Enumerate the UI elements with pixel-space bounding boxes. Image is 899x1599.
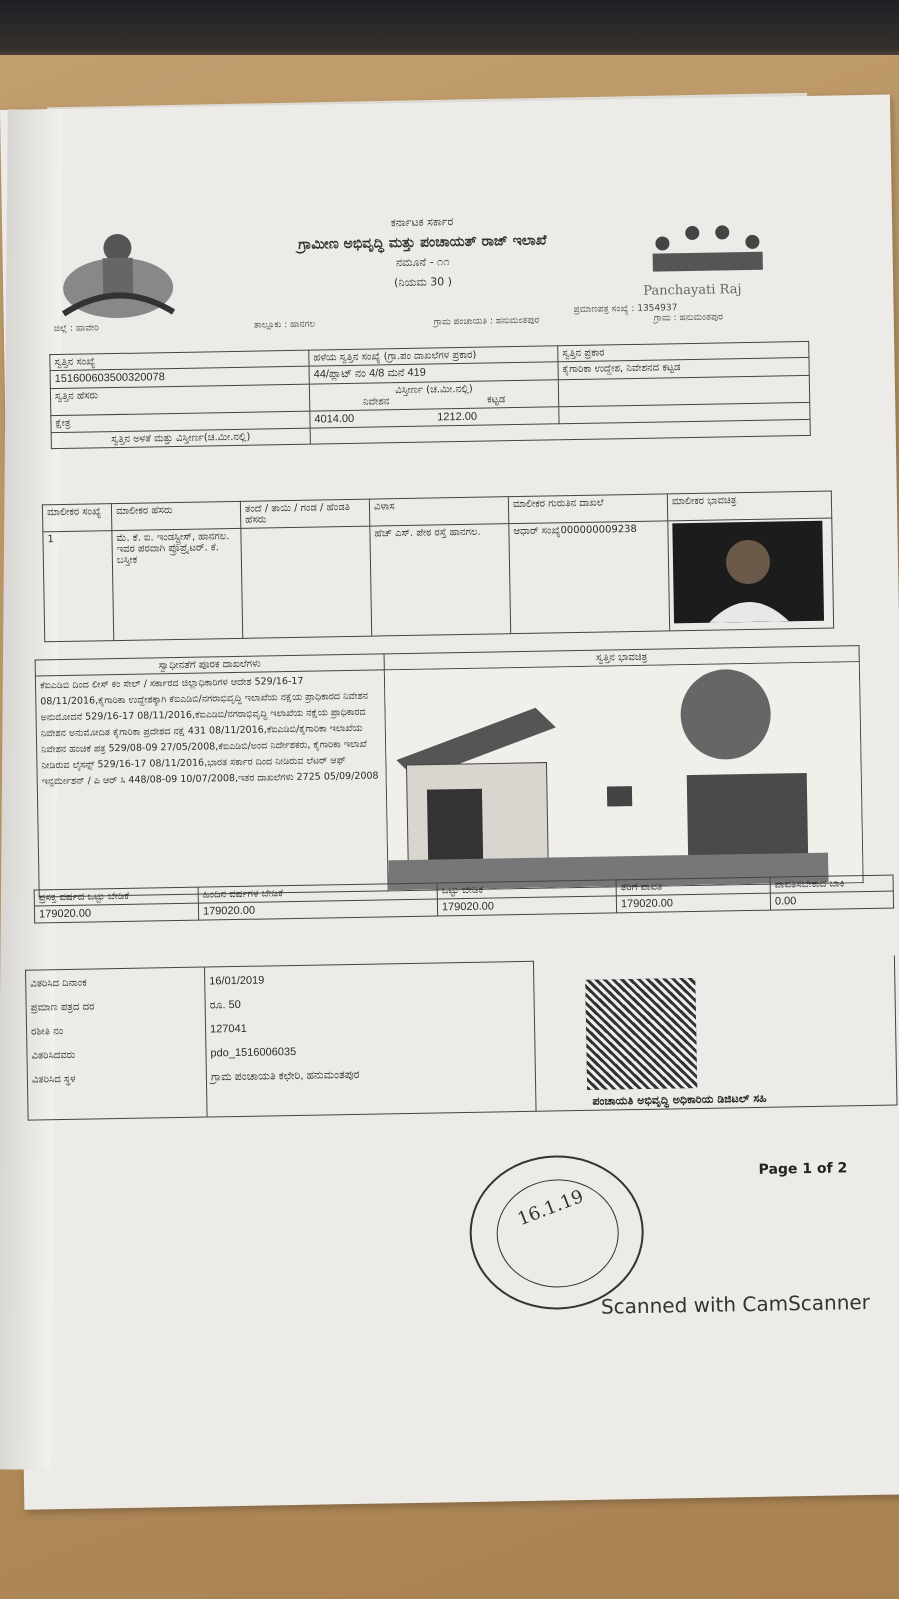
boundary-label: ಸ್ವತ್ತಿನ ಹೆಸರು	[50, 384, 309, 416]
property-type-value: ಕೈಗಾರಿಕಾ ಉದ್ದೇಶ, ನಿವೇಶನದ ಕಟ್ಟಡ	[558, 357, 809, 379]
property-table	[49, 341, 811, 449]
place-label: ವಿತರಿಸಿದ ಸ್ಥಳ	[31, 1073, 76, 1086]
fee: ರೂ. 50	[209, 998, 241, 1012]
issuer-label: ವಿತರಿಸಿದವರು	[31, 1049, 76, 1062]
village-label: ಕ್ಷೇತ್ರ	[51, 411, 310, 433]
owner-no-header: ಮಾಲೀಕರ ಸಂಖ್ಯೆ	[42, 504, 111, 532]
owner-id-proof: ಆಧಾರ್ ಸಂಖ್ಯೆ000000009238	[509, 521, 670, 634]
document-page	[0, 94, 899, 1509]
photo-header: ಮಾಲೀಕರ ಭಾವಚಿತ್ರ	[667, 491, 831, 521]
issue-date-label: ವಿತರಿಸಿದ ದಿನಾಂಕ	[30, 977, 87, 990]
address-header: ವಿಳಾಸ	[369, 497, 508, 526]
document-header	[232, 209, 613, 296]
camscanner-watermark: Scanned with CamScanner	[600, 1290, 871, 1319]
rule-number: (ನಿಯಮ 30 )	[393, 275, 453, 290]
issue-place: ಗ್ರಾಮ ಪಂಚಾಯತಿ ಕಛೇರಿ, ಹನುಮಂತಪುರ	[210, 1068, 360, 1084]
id-proof-header: ಮಾಲೀಕರ ಗುರುತಿನ ದಾಖಲೆ	[508, 494, 667, 524]
ownership-table	[35, 645, 864, 897]
certificate-number: ಪ್ರಮಾಣಪತ್ರ ಸಂಖ್ಯೆ : 1354937	[573, 303, 678, 316]
owner-relation	[241, 526, 372, 638]
dimension-label: ಸ್ವತ್ತಿನ ಅಳತೆ ಮತ್ತು ವಿಸ್ತೀರ್ಣ(ಚ.ಮೀ.ನಲ್ಲಿ)	[51, 428, 310, 449]
pr-logo-text: Panchayati Raj	[643, 282, 742, 299]
current-demand-header: ಪ್ರಸಕ್ತ ವರ್ಷದ ಒಟ್ಟು ಬೇಡಿಕೆ	[34, 887, 198, 906]
office-stamp	[468, 1154, 645, 1311]
old-number-label: ಹಳೆಯ ಸ್ವತ್ತಿನ ಸಂಖ್ಯೆ (ಗ್ರಾ.ಪಂ ದಾಖಲೆಗಳ ಪ್ರಕಾರ)	[309, 346, 558, 366]
property-type-label: ಸ್ವತ್ತಿನ ಪ್ರಕಾರ	[558, 341, 809, 361]
building-area: 1212.00	[437, 410, 478, 424]
balance-header: ಪಾವತಿಸಬೇಕಾದ ಬಾಕಿ	[770, 875, 893, 893]
qr-code	[585, 978, 697, 1090]
receipt-label: ರಶೀತಿ ನಂ	[31, 1026, 64, 1038]
owner-photo-cell	[668, 518, 834, 631]
site-area: 4014.00	[314, 412, 355, 426]
owner-address: ಹೆಚ್ ಎಸ್. ಪೇಠ ರಸ್ತೆ ಹಾನಗಲ.	[370, 524, 511, 636]
previous-demand-header: ಹಿಂದಿನ ವರ್ಷಗಳ ಬೇಡಿಕೆ	[198, 883, 437, 903]
issue-date: 16/01/2019	[209, 974, 265, 988]
fee-label: ಪ್ರಮಾಣ ಪತ್ರದ ದರ	[30, 1001, 95, 1014]
gram-panchayat: ಗ್ರಾಮ ಪಂಚಾಯತಿ : ಹನುಮಂತಪುರ	[433, 315, 540, 328]
tax-paid-value: 179020.00	[616, 893, 770, 913]
ownership-heading: ಸ್ವಾಧೀನತೆಗೆ ಪೂರಕ ದಾಖಲೆಗಳು	[35, 654, 384, 676]
area-label: ವಿಸ್ತೀರ್ಣ (ಚ.ಮೀ.ನಲ್ಲಿ)	[395, 383, 473, 397]
digital-signature-label: ಪಂಚಾಯತಿ ಅಭಿವೃದ್ಧಿ ಅಧಿಕಾರಿಯ ಡಿಜಿಟಲ್ ಸಹಿ	[592, 1091, 767, 1108]
building-label: ಕಟ್ಟಡ	[487, 394, 506, 406]
total-demand-header: ಒಟ್ಟು ಬೇಡಿಕೆ	[437, 880, 616, 899]
govt-title: ಕರ್ನಾಟಕ ಸರ್ಕಾರ	[390, 215, 454, 230]
form-number: ನಮೂನೆ - ೧೧	[395, 255, 450, 270]
property-photo	[385, 662, 863, 890]
property-photo-label: ಸ್ವತ್ತಿನ ಭಾವಚಿತ್ರ	[384, 646, 859, 670]
owner-name-header: ಮಾಲೀಕರ ಹೆಸರು	[111, 501, 240, 530]
property-photo-cell	[384, 662, 863, 891]
village: ಗ್ರಾಮ : ಹನುಮಂತಪುರ	[653, 312, 724, 324]
issuer: pdo_1516006035	[210, 1045, 297, 1060]
total-demand-value: 179020.00	[437, 896, 616, 916]
property-id-label: ಸ್ವತ್ತಿನ ಸಂಖ್ಯೆ	[50, 350, 309, 371]
district: ಜಿಲ್ಲೆ : ಹಾವೇರಿ	[53, 323, 99, 335]
relation-header: ತಂದೆ / ತಾಯಿ / ಗಂಡ / ಹೆಂಡತಿ ಹೆಸರು	[240, 499, 369, 528]
owner-photo	[672, 521, 824, 624]
stamp-date: 16.1.19	[514, 1185, 587, 1231]
site-label: ನಿವೇಶನ	[362, 396, 390, 408]
owner-no: 1	[43, 531, 114, 642]
department-title: ಗ್ರಾಮೀಣ ಅಭಿವೃದ್ಧಿ ಮತ್ತು ಪಂಚಾಯತ್ ರಾಜ್ ಇಲಾಖೆ	[298, 232, 547, 253]
karnataka-emblem-icon	[42, 217, 194, 330]
page-number: Page 1 of 2	[758, 1160, 848, 1178]
document-content	[11, 155, 871, 1319]
owner-name: ಮೆ. ಕೆ. ಐ. ಇಂಡಸ್ಟ್ರೀಸ್, ಹಾನಗಲ. ಇವರ ಪರವಾಗಿ ಪ್ರೊಪ್ರೈಟರ್. ಕೆ. ಬಸ್ತೀಕ	[112, 528, 243, 640]
taluk: ತಾಲ್ಲೂಕು : ಹಾನಗಲ	[253, 319, 316, 331]
current-demand-value: 179020.00	[34, 903, 198, 923]
issue-labels-cell	[26, 967, 208, 1120]
receipt-number: 127041	[209, 1022, 247, 1036]
owner-table	[42, 491, 834, 643]
issue-values-cell	[204, 961, 536, 1117]
balance-value: 0.00	[770, 891, 893, 910]
previous-demand-value: 179020.00	[198, 899, 437, 920]
property-id-value: 151600603500320078	[50, 366, 309, 389]
ownership-documents-text: ಕೆಐಎಡಿಬಿ ದಿಂದ ಲೀಸ್ ಕಂ ಸೇಲ್ / ಸರ್ಕಾರದ ಜಿಲ್ಲಾಧಿಕಾರಿಗಳ ಆದೇಶ 529/16-17 08/11/2016,ಕೈಗಾರಿಕಾ ಉದ್ದೇಶಕ್ಕಾಗಿ ಕೆಐಎಡಿಬಿ/ನಗರಾಭಿವೃದ್ಧಿ ಇಲಾಖೆಯ ನಕ್ಷೆಯ ಪ್ರಾಧಿಕಾರದ ನಿವೇಶನ ಅನುಮೋದನೆ 529/16-17 08/11/2016,ಕೆಐಎಡಿಬಿ/ನಗರಾಭಿವೃದ್ಧಿ ಇಲಾಖೆಯ ನಕ್ಷೆಯ ಪ್ರಾಧಿಕಾರದ ನಿವೇಶನ ಅನುಮೋದಿತ ಕೈಗಾರಿಕಾ ಪ್ರದೇಶದ ನಕ್ಷೆ 431 08/11/2016,ಕೆಐಎಡಿಬಿ/ಕೈಗಾರಿಕಾ ಇಲಾಖೆಯ ನಿವೇಶನ ಹಂಚಿಕೆ ಪತ್ರ 529/08-09 27/05/2008,ಕೆಐಎಡಿಬಿ/ಅಂದ ನಿರ್ದೇಶಕರು, ಕೈಗಾರಿಕಾ ಇಲಾಖೆ ನೀಡಿರುವ ಲೈಸನ್ಸ್ 529/16-17 08/11/2016,ಭಾರತ ಸರ್ಕಾರ ದಿಂದ ನೀಡಿರುವ ಲೆಟರ್ ಆಫ್ ಇನ್ಫರ್ಮೇಶನ್ / ಪಿ ಆರ್ ಸಿ 448/08-09 10/07/2008,ಇತರ ದಾಖಲೆಗಳು 2725 05/09/2008	[35, 670, 388, 897]
tax-paid-header: ತೆರಿಗೆ ಪಾವತಿ	[616, 877, 770, 896]
old-number-value: 44/ಪ್ಲಾಟ್ ನಂ 4/8 ಮನೆ 419	[309, 362, 558, 384]
